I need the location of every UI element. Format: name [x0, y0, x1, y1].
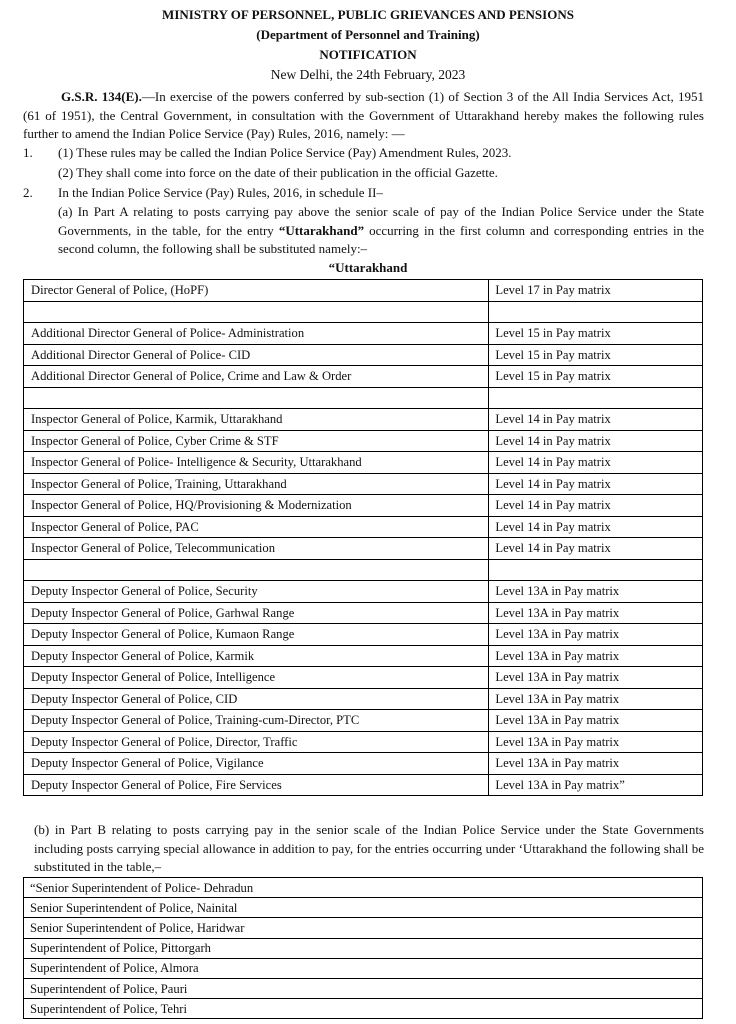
pay-level-cell: Level 15 in Pay matrix: [489, 344, 703, 366]
part-a-bold-entry: “Uttarakhand”: [278, 222, 365, 238]
post-cell: Deputy Inspector General of Police, Fire Services: [24, 774, 489, 796]
table-row: [24, 938, 703, 958]
pay-level-cell: [489, 387, 703, 409]
table-row: [24, 344, 703, 366]
table-row: [24, 581, 703, 603]
pay-level-cell: Level 13A in Pay matrix: [489, 667, 703, 689]
post-cell: Inspector General of Police, PAC: [24, 516, 489, 538]
table-row: [24, 473, 703, 495]
post-cell: Inspector General of Police, Telecommunication: [24, 538, 489, 560]
part-a-table: [23, 279, 703, 796]
dateline: New Delhi, the 24th February, 2023: [270, 67, 466, 82]
table-row: [24, 559, 703, 581]
pay-level-cell: Level 14 in Pay matrix: [489, 473, 703, 495]
table-row: [24, 624, 703, 646]
table-row: [24, 538, 703, 560]
table-row: [24, 495, 703, 517]
post-cell: Deputy Inspector General of Police, Garhwal Range: [24, 602, 489, 624]
post-cell: Deputy Inspector General of Police, Intelligence: [24, 667, 489, 689]
table-row: [24, 280, 703, 302]
part-a-text-1: (a) In Part A relating to posts carrying pay above the senior scale of pay of the Indian Police Service under the State Governments, in the table, for the entry: [58, 204, 704, 238]
table-row: [24, 753, 703, 775]
rule-2-intro: In the Indian Police Service (Pay) Rules, 2016, in schedule II–: [58, 185, 383, 200]
pay-level-cell: Level 14 in Pay matrix: [489, 409, 703, 431]
post-cell: “Senior Superintendent of Police- Dehradun: [24, 878, 703, 898]
rule-2-number: 2.: [23, 185, 33, 200]
pay-level-cell: Level 13A in Pay matrix: [489, 581, 703, 603]
post-cell: Deputy Inspector General of Police, Karmik: [24, 645, 489, 667]
pay-level-cell: Level 13A in Pay matrix”: [489, 774, 703, 796]
post-cell: Inspector General of Police, Training, Uttarakhand: [24, 473, 489, 495]
table-row: [24, 387, 703, 409]
rule-1-sub-1: (1) These rules may be called the Indian Police Service (Pay) Amendment Rules, 2023.: [58, 145, 512, 160]
post-cell: Additional Director General of Police- Administration: [24, 323, 489, 345]
pay-level-cell: Level 13A in Pay matrix: [489, 731, 703, 753]
post-cell: Superintendent of Police, Pauri: [24, 978, 703, 998]
post-cell: Deputy Inspector General of Police, Vigilance: [24, 753, 489, 775]
ministry-heading: MINISTRY OF PERSONNEL, PUBLIC GRIEVANCES AND PENSIONS: [162, 7, 574, 22]
post-cell: Superintendent of Police, Almora: [24, 958, 703, 978]
pay-level-cell: Level 14 in Pay matrix: [489, 538, 703, 560]
table-row: [24, 710, 703, 732]
post-cell: Deputy Inspector General of Police, Security: [24, 581, 489, 603]
part-b-table: [23, 877, 703, 1019]
table-row: [24, 688, 703, 710]
table-row: [24, 602, 703, 624]
rule-1-sub-2: (2) They shall come into force on the date of their publication in the official Gazette.: [58, 165, 498, 180]
table-row: [24, 516, 703, 538]
department-heading: (Department of Personnel and Training): [256, 27, 480, 42]
post-cell: Deputy Inspector General of Police, Kumaon Range: [24, 624, 489, 646]
pay-level-cell: Level 15 in Pay matrix: [489, 366, 703, 388]
table-row: [24, 452, 703, 474]
table-row: [24, 999, 703, 1019]
table-row: [24, 409, 703, 431]
notification-heading: NOTIFICATION: [319, 47, 417, 62]
post-cell: Senior Superintendent of Police, Nainital: [24, 898, 703, 918]
table-row: [24, 645, 703, 667]
table-row: [24, 958, 703, 978]
pay-level-cell: Level 13A in Pay matrix: [489, 688, 703, 710]
pay-level-cell: Level 15 in Pay matrix: [489, 323, 703, 345]
pay-level-cell: Level 13A in Pay matrix: [489, 710, 703, 732]
preamble-paragraph: [23, 88, 704, 144]
pay-level-cell: Level 13A in Pay matrix: [489, 624, 703, 646]
post-cell: Deputy Inspector General of Police, Training-cum-Director, PTC: [24, 710, 489, 732]
rule-1-number: 1.: [23, 145, 33, 160]
post-cell: [24, 301, 489, 323]
part-a-paragraph: [58, 203, 704, 259]
post-cell: Deputy Inspector General of Police, CID: [24, 688, 489, 710]
preamble-text: —In exercise of the powers conferred by sub-section (1) of Section 3 of the All India Services Act, 1951 (61 of 1951), the Central Government, in consultation with the Government of Uttarakhand hereby makes the following rules further to amend the Indian Police Service (Pay) Rules, 2016, namely: —: [23, 89, 704, 141]
table-row: [24, 430, 703, 452]
part-a-text-2: occurring in the first column and corresponding entries in the second column, the following shall be substituted namely:–: [58, 222, 704, 256]
pay-level-cell: [489, 559, 703, 581]
pay-level-cell: Level 13A in Pay matrix: [489, 602, 703, 624]
post-cell: Additional Director General of Police, Crime and Law & Order: [24, 366, 489, 388]
table-row: [24, 878, 703, 898]
table-row: [24, 918, 703, 938]
post-cell: [24, 559, 489, 581]
pay-level-cell: Level 14 in Pay matrix: [489, 452, 703, 474]
table-row: [24, 978, 703, 998]
pay-level-cell: Level 14 in Pay matrix: [489, 516, 703, 538]
table-row: [24, 898, 703, 918]
table-a-caption: “Uttarakhand: [328, 260, 408, 275]
post-cell: Director General of Police, (HoPF): [24, 280, 489, 302]
post-cell: Additional Director General of Police- CID: [24, 344, 489, 366]
post-cell: [24, 387, 489, 409]
pay-level-cell: Level 17 in Pay matrix: [489, 280, 703, 302]
post-cell: Senior Superintendent of Police, Haridwar: [24, 918, 703, 938]
table-row: [24, 323, 703, 345]
post-cell: Inspector General of Police- Intelligence & Security, Uttarakhand: [24, 452, 489, 474]
gsr-number: G.S.R. 134(E).: [61, 89, 142, 104]
post-cell: Inspector General of Police, HQ/Provisioning & Modernization: [24, 495, 489, 517]
post-cell: Deputy Inspector General of Police, Director, Traffic: [24, 731, 489, 753]
table-row: [24, 731, 703, 753]
table-row: [24, 667, 703, 689]
pay-level-cell: Level 14 in Pay matrix: [489, 495, 703, 517]
table-row: [24, 366, 703, 388]
post-cell: Superintendent of Police, Tehri: [24, 999, 703, 1019]
post-cell: Inspector General of Police, Karmik, Uttarakhand: [24, 409, 489, 431]
pay-level-cell: Level 13A in Pay matrix: [489, 753, 703, 775]
pay-level-cell: [489, 301, 703, 323]
table-row: [24, 774, 703, 796]
part-b-paragraph: (b) in Part B relating to posts carrying pay in the senior scale of the Indian Police Service under the State Governments including posts carrying special allowance in addition to pay, for the entries occurring under ‘Uttarakhand the following shall be substituted in the table,–: [34, 822, 704, 874]
post-cell: Inspector General of Police, Cyber Crime & STF: [24, 430, 489, 452]
pay-level-cell: Level 13A in Pay matrix: [489, 645, 703, 667]
table-row: [24, 301, 703, 323]
pay-level-cell: Level 14 in Pay matrix: [489, 430, 703, 452]
post-cell: Superintendent of Police, Pittorgarh: [24, 938, 703, 958]
